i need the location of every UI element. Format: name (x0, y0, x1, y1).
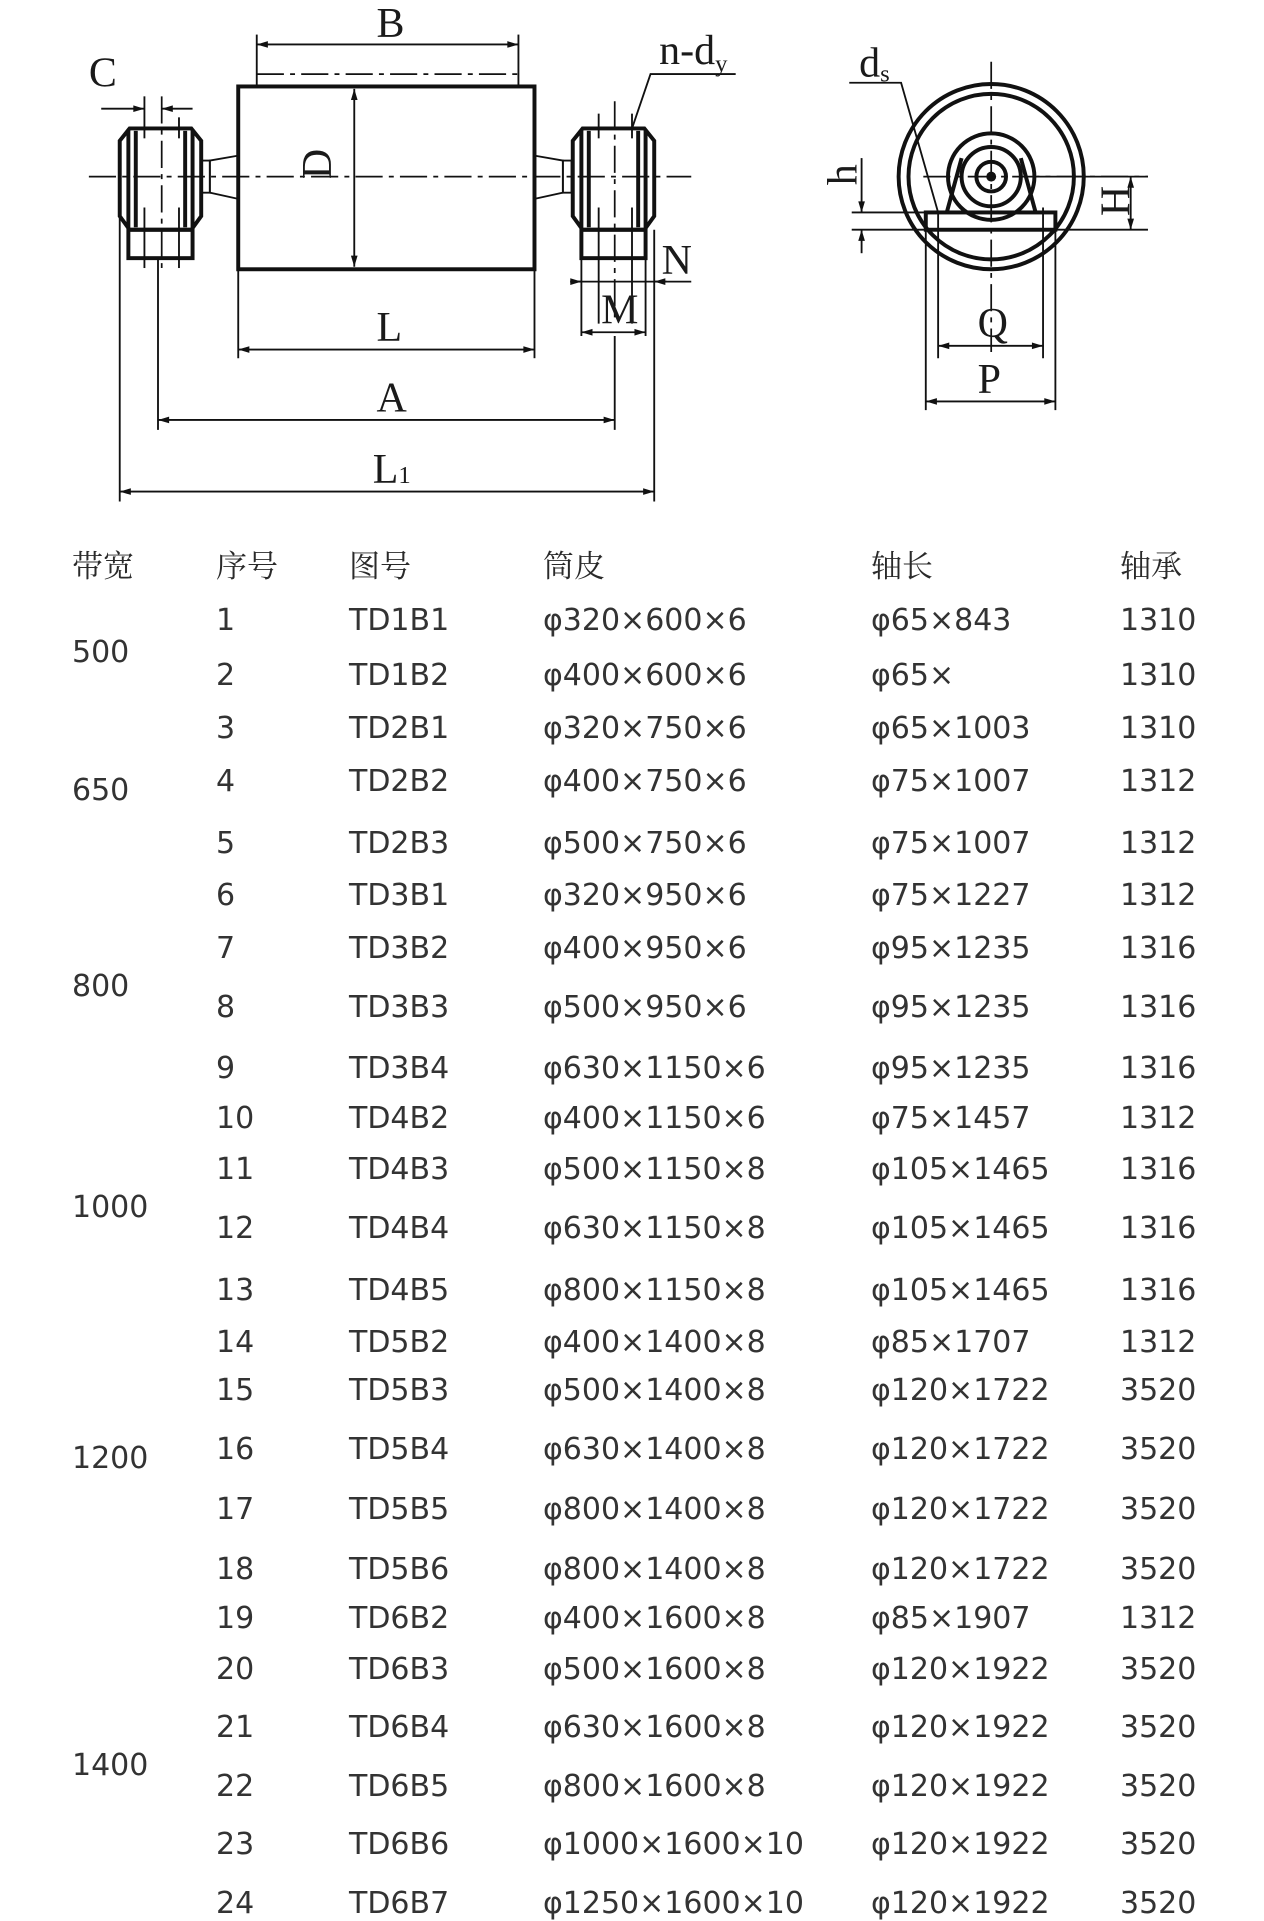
drum-shell-cell: φ800×1400×8 (543, 1492, 766, 1527)
left-bearing (120, 96, 201, 271)
drawing-no-cell: TD5B3 (349, 1373, 450, 1408)
bearing-cell: 1316 (1120, 1051, 1197, 1086)
drawing-no-cell: TD1B1 (349, 603, 450, 638)
label-P: P (977, 356, 1001, 403)
drum-shell-cell: φ400×950×6 (543, 931, 747, 966)
belt-width-cell: 800 (72, 969, 130, 1004)
drawing-no-cell: TD6B5 (349, 1769, 450, 1804)
serial-no-cell: 2 (216, 658, 236, 693)
serial-no-cell: 18 (216, 1552, 255, 1587)
header-drawing-no: 图号 (349, 549, 411, 585)
shaft-length-cell: φ75×1457 (871, 1101, 1031, 1136)
serial-no-cell: 14 (216, 1325, 255, 1360)
drum-shell-cell: φ800×1600×8 (543, 1769, 766, 1804)
bearing-cell: 3520 (1120, 1827, 1197, 1862)
drum-shell-cell: φ800×1150×8 (543, 1273, 766, 1308)
shaft-length-cell: φ85×1707 (871, 1325, 1031, 1360)
drum-shell-cell: φ630×1400×8 (543, 1432, 766, 1467)
drum-shell-cell: φ500×750×6 (543, 826, 747, 861)
shaft-length-cell: φ120×1922 (871, 1827, 1050, 1862)
shaft-length-cell: φ120×1722 (871, 1432, 1050, 1467)
shaft-length-cell: φ65×843 (871, 603, 1012, 638)
bearing-cell: 1312 (1120, 1325, 1197, 1360)
end-view (821, 41, 1148, 411)
belt-width-cell: 500 (72, 635, 130, 670)
label-Q: Q (977, 301, 1008, 348)
bearing-cell: 3520 (1120, 1552, 1197, 1587)
drum-body (238, 86, 534, 269)
drawing-no-cell: TD5B5 (349, 1492, 450, 1527)
header-serial-no: 序号 (216, 549, 278, 585)
serial-no-cell: 7 (216, 931, 236, 966)
drawing-no-cell: TD2B2 (349, 764, 450, 799)
label-D: D (294, 148, 341, 180)
side-view (89, 1, 736, 501)
label-h: h (820, 164, 867, 186)
shaft-length-cell: φ120×1722 (871, 1492, 1050, 1527)
belt-width-cell: 1000 (72, 1190, 149, 1225)
bearing-cell: 1312 (1120, 826, 1197, 861)
shaft-length-cell: φ75×1227 (871, 878, 1031, 913)
drum-shell-cell: φ320×950×6 (543, 878, 747, 913)
drawing-no-cell: TD2B3 (349, 826, 450, 861)
drawing-no-cell: TD3B4 (349, 1051, 450, 1086)
bearing-cell: 1310 (1120, 603, 1197, 638)
serial-no-cell: 8 (216, 990, 236, 1025)
shaft-length-cell: φ65×1003 (871, 711, 1031, 746)
serial-no-cell: 4 (216, 764, 236, 799)
bearing-cell: 1310 (1120, 711, 1197, 746)
shaft-length-cell: φ120×1722 (871, 1373, 1050, 1408)
drawing-no-cell: TD2B1 (349, 711, 450, 746)
serial-no-cell: 23 (216, 1827, 255, 1862)
serial-no-cell: 3 (216, 711, 236, 746)
label-n-dy: n-dy (659, 28, 728, 78)
shaft-length-cell: φ75×1007 (871, 826, 1031, 861)
shaft-length-cell: φ120×1922 (871, 1886, 1050, 1921)
serial-no-cell: 15 (216, 1373, 255, 1408)
serial-no-cell: 22 (216, 1769, 255, 1804)
serial-no-cell: 24 (216, 1886, 255, 1921)
shaft-length-cell: φ95×1235 (871, 1051, 1031, 1086)
shaft-length-cell: φ120×1922 (871, 1769, 1050, 1804)
serial-no-cell: 12 (216, 1211, 255, 1246)
shaft-length-cell: φ120×1922 (871, 1710, 1050, 1745)
bearing-cell: 3520 (1120, 1886, 1197, 1921)
drawing-no-cell: TD1B2 (349, 658, 450, 693)
bearing-cell: 1312 (1120, 878, 1197, 913)
shaft-length-cell: φ105×1465 (871, 1152, 1050, 1187)
bearing-cell: 1312 (1120, 1101, 1197, 1136)
drum-shell-cell: φ400×1400×8 (543, 1325, 766, 1360)
drawing-no-cell: TD5B4 (349, 1432, 450, 1467)
serial-no-cell: 10 (216, 1101, 255, 1136)
serial-no-cell: 13 (216, 1273, 255, 1308)
label-ds: ds (859, 40, 890, 88)
header-shaft-length: 轴长 (871, 549, 933, 585)
serial-no-cell: 9 (216, 1051, 236, 1086)
serial-no-cell: 11 (216, 1152, 255, 1187)
label-B: B (376, 1, 405, 48)
bearing-cell: 1316 (1120, 1152, 1197, 1187)
drum-shell-cell: φ500×950×6 (543, 990, 747, 1025)
drawing-no-cell: TD5B6 (349, 1552, 450, 1587)
drum-shell-cell: φ400×750×6 (543, 764, 747, 799)
bearing-cell: 1316 (1120, 1273, 1197, 1308)
drum-shell-cell: φ500×1400×8 (543, 1373, 766, 1408)
shaft-length-cell: φ105×1465 (871, 1273, 1050, 1308)
serial-no-cell: 16 (216, 1432, 255, 1467)
shaft-length-cell: φ85×1907 (871, 1601, 1031, 1636)
label-H: H (1093, 185, 1140, 217)
belt-width-cell: 650 (72, 773, 130, 808)
serial-no-cell: 5 (216, 826, 236, 861)
shaft-length-cell: φ65× (871, 658, 955, 693)
header-belt-width: 带宽 (72, 549, 134, 585)
drawing-no-cell: TD3B3 (349, 990, 450, 1025)
drum-shell-cell: φ630×1150×8 (543, 1211, 766, 1246)
shaft-length-cell: φ120×1922 (871, 1652, 1050, 1687)
bearing-cell: 3520 (1120, 1652, 1197, 1687)
label-L: L (376, 304, 403, 351)
drum-shell-cell: φ320×600×6 (543, 603, 747, 638)
serial-no-cell: 1 (216, 603, 236, 638)
serial-no-cell: 17 (216, 1492, 255, 1527)
label-N: N (661, 238, 692, 285)
serial-no-cell: 20 (216, 1652, 255, 1687)
drum-shell-cell: φ500×1150×8 (543, 1152, 766, 1187)
shaft-length-cell: φ105×1465 (871, 1211, 1050, 1246)
label-L1: L1 (372, 446, 411, 493)
bearing-cell: 3520 (1120, 1710, 1197, 1745)
bearing-cell: 1316 (1120, 931, 1197, 966)
belt-width-cell: 1200 (72, 1441, 149, 1476)
drum-shell-cell: φ320×750×6 (543, 711, 747, 746)
drawing-no-cell: TD5B2 (349, 1325, 450, 1360)
technical-drawing (0, 0, 1264, 520)
drum-shell-cell: φ630×1600×8 (543, 1710, 766, 1745)
drum-shell-cell: φ800×1400×8 (543, 1552, 766, 1587)
serial-no-cell: 19 (216, 1601, 255, 1636)
bearing-cell: 1312 (1120, 764, 1197, 799)
bearing-cell: 3520 (1120, 1492, 1197, 1527)
drum-shell-cell: φ1000×1600×10 (543, 1827, 804, 1862)
shaft-length-cell: φ95×1235 (871, 990, 1031, 1025)
belt-width-cell: 1400 (72, 1748, 149, 1783)
bearing-cell: 3520 (1120, 1373, 1197, 1408)
drawing-no-cell: TD6B3 (349, 1652, 450, 1687)
shaft-length-cell: φ75×1007 (871, 764, 1031, 799)
bearing-cell: 3520 (1120, 1432, 1197, 1467)
drawing-no-cell: TD4B2 (349, 1101, 450, 1136)
drawing-no-cell: TD6B4 (349, 1710, 450, 1745)
drum-shell-cell: φ500×1600×8 (543, 1652, 766, 1687)
header-bearing: 轴承 (1120, 549, 1182, 585)
drum-shell-cell: φ630×1150×6 (543, 1051, 766, 1086)
shaft-length-cell: φ120×1722 (871, 1552, 1050, 1587)
drawing-no-cell: TD6B6 (349, 1827, 450, 1862)
drum-shell-cell: φ400×600×6 (543, 658, 747, 693)
serial-no-cell: 21 (216, 1710, 255, 1745)
bearing-cell: 1310 (1120, 658, 1197, 693)
label-A: A (376, 375, 407, 422)
drawing-no-cell: TD3B2 (349, 931, 450, 966)
drum-shell-cell: φ400×1150×6 (543, 1101, 766, 1136)
shaft-length-cell: φ95×1235 (871, 931, 1031, 966)
drawing-no-cell: TD3B1 (349, 878, 450, 913)
label-M: M (601, 287, 639, 334)
drawing-no-cell: TD4B4 (349, 1211, 450, 1246)
header-drum-shell: 筒皮 (543, 549, 605, 585)
drawing-no-cell: TD4B5 (349, 1273, 450, 1308)
bearing-cell: 1316 (1120, 990, 1197, 1025)
bearing-cell: 1316 (1120, 1211, 1197, 1246)
drawing-no-cell: TD6B2 (349, 1601, 450, 1636)
drum-shell-cell: φ400×1600×8 (543, 1601, 766, 1636)
bearing-cell: 3520 (1120, 1769, 1197, 1804)
label-C: C (88, 50, 117, 97)
serial-no-cell: 6 (216, 878, 236, 913)
drum-shell-cell: φ1250×1600×10 (543, 1886, 804, 1921)
drawing-no-cell: TD4B3 (349, 1152, 450, 1187)
bearing-cell: 1312 (1120, 1601, 1197, 1636)
drawing-no-cell: TD6B7 (349, 1886, 450, 1921)
